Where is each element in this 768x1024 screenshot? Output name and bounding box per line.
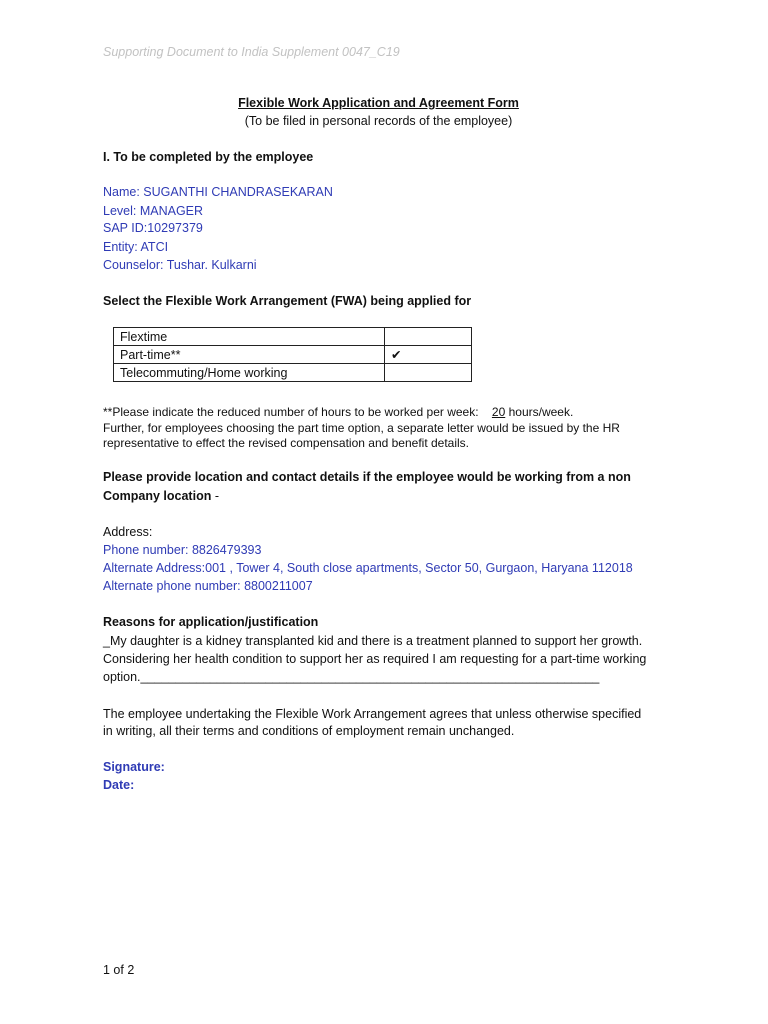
further-note-line1: Further, for employees choosing the part time option, a separate letter would be issued by the HR [103, 421, 620, 435]
fwa-label: Telecommuting/Home working [114, 364, 385, 382]
reasons-line2: Considering her health condition to support her as required I am requesting for a part-time working [103, 652, 647, 666]
hours-note-prefix: **Please indicate the reduced number of hours to be worked per week: [103, 405, 479, 419]
reasons-line3: option.__________________________________________________________________ [103, 670, 600, 684]
location-heading-line1: Please provide location and contact details if the employee would be working from a non [103, 470, 631, 484]
signature-label: Signature: [103, 760, 165, 774]
agreement-line2: in writing, all their terms and conditions of employment remain unchanged. [103, 724, 515, 738]
employee-counselor: Counselor: Tushar. Kulkarni [103, 258, 257, 272]
location-heading-text: Company location [103, 489, 212, 503]
alternate-address: Alternate Address:001 , Tower 4, South close apartments, Sector 50, Gurgaon, Haryana 112018 [103, 561, 633, 575]
employee-level: Level: MANAGER [103, 204, 204, 218]
agreement-line1: The employee undertaking the Flexible Work Arrangement agrees that unless otherwise specified [103, 707, 642, 721]
employee-name: Name: SUGANTHI CHANDRASEKARAN [103, 185, 333, 199]
form-subtitle: (To be filed in personal records of the employee) [244, 114, 513, 128]
section-employee-heading: I. To be completed by the employee [103, 150, 314, 164]
fwa-checkbox[interactable] [385, 364, 472, 382]
date-label: Date: [103, 778, 135, 792]
fwa-table [113, 327, 472, 382]
location-heading-line2 [103, 489, 219, 503]
fwa-heading: Select the Flexible Work Arrangement (FWA) being applied for [103, 294, 472, 308]
location-heading-dash: - [211, 489, 219, 503]
address-label: Address: [103, 525, 153, 539]
form-title: Flexible Work Application and Agreement Form [238, 96, 519, 110]
reasons-line1: _My daughter is a kidney transplanted kid and there is a treatment planned to support her growth. [103, 634, 643, 648]
fwa-row-telecommuting [114, 364, 472, 382]
page-number: 1 of 2 [103, 963, 135, 977]
document-header: Supporting Document to India Supplement 0047_C19 [103, 45, 400, 59]
further-note-line2: representative to effect the revised compensation and benefit details. [103, 436, 470, 450]
phone-number: Phone number: 8826479393 [103, 543, 262, 557]
fwa-label: Part-time** [114, 346, 385, 364]
hours-suffix: hours/week. [508, 405, 574, 419]
hours-note [103, 405, 573, 419]
reasons-heading: Reasons for application/justification [103, 615, 319, 629]
employee-entity: Entity: ATCI [103, 240, 169, 254]
hours-value: 20 [491, 405, 506, 419]
alternate-phone: Alternate phone number: 8800211007 [103, 579, 313, 593]
fwa-label: Flextime [114, 328, 385, 346]
fwa-row-flextime [114, 328, 472, 346]
fwa-row-part-time [114, 346, 472, 364]
check-icon[interactable]: ✔ [385, 346, 472, 364]
fwa-checkbox[interactable] [385, 328, 472, 346]
employee-sap-id: SAP ID:10297379 [103, 221, 203, 235]
